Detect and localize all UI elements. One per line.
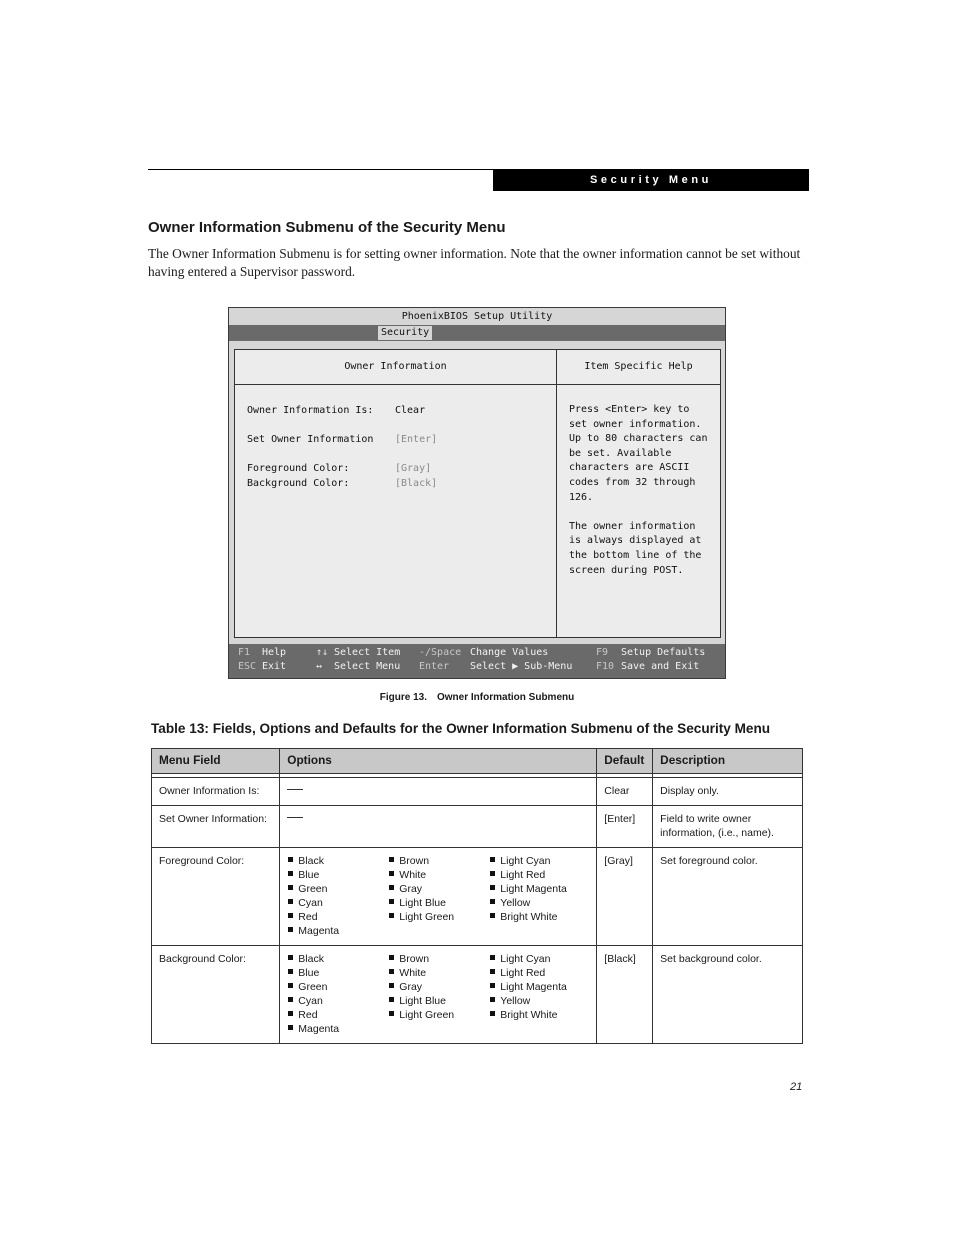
- cell-options: [280, 946, 597, 1044]
- bios-footer: [229, 644, 725, 678]
- option-item: Bright White: [489, 910, 589, 924]
- option-item: Brown: [388, 952, 489, 966]
- field-label-owner-info-is: Owner Information Is:: [247, 405, 374, 416]
- help-line: The owner information: [569, 520, 696, 532]
- option-item: Bright White: [489, 1008, 589, 1022]
- table-row: [152, 848, 803, 946]
- table-title: Table 13: Fields, Options and Defaults for the Owner Information Submenu of the Security Menu: [151, 721, 771, 736]
- option-item: Light Blue: [388, 896, 489, 910]
- cell-options: [280, 778, 597, 806]
- em-dash: [287, 817, 303, 818]
- key-f9: F9: [596, 647, 609, 658]
- help-line-blank: [569, 505, 707, 520]
- bios-title: PhoenixBIOS Setup Utility: [401, 311, 553, 322]
- header-menu-field: Menu Field: [152, 749, 280, 774]
- cell-options: [280, 806, 597, 848]
- cell-field: Background Color:: [152, 946, 280, 1044]
- bios-main-panel: [234, 349, 557, 638]
- option-item: Cyan: [287, 896, 388, 910]
- field-value-background-color[interactable]: [Black]: [395, 478, 438, 489]
- page-number: 21: [790, 1081, 803, 1093]
- key-f1-label: Help: [262, 647, 287, 658]
- help-line: codes from 32 through: [569, 476, 696, 488]
- figure-caption-text: Owner Information Submenu: [437, 692, 575, 703]
- cell-options: [280, 848, 597, 946]
- key-esc-label: Exit: [262, 661, 287, 672]
- option-item: Black: [287, 854, 388, 868]
- option-column: [388, 952, 489, 1036]
- key-select-item-label: Select Item: [334, 647, 401, 658]
- figure-number: Figure 13.: [379, 692, 427, 703]
- option-item: Green: [287, 980, 388, 994]
- cell-description: Field to write owner information, (i.e., name).: [653, 806, 803, 848]
- table-row: [152, 806, 803, 848]
- option-column: [489, 952, 589, 1036]
- arrow-leftright-icon: ↔: [316, 661, 323, 672]
- option-item: Black: [287, 952, 388, 966]
- option-item: Red: [287, 910, 388, 924]
- cell-default: [Black]: [597, 946, 653, 1044]
- option-item: Yellow: [489, 896, 589, 910]
- cell-description: Display only.: [653, 778, 803, 806]
- key-esc: ESC: [238, 661, 257, 672]
- help-line: screen during POST.: [569, 564, 684, 576]
- option-item: Light Magenta: [489, 882, 589, 896]
- option-item: Light Cyan: [489, 854, 589, 868]
- table-row: [152, 946, 803, 1044]
- option-item: Light Red: [489, 868, 589, 882]
- cell-field: Foreground Color:: [152, 848, 280, 946]
- cell-field: Set Owner Information:: [152, 806, 280, 848]
- option-item: Magenta: [287, 924, 388, 938]
- arrow-updown-icon: ↑↓: [316, 647, 329, 658]
- bios-help-header: Item Specific Help: [557, 350, 720, 385]
- figure-caption: [0, 692, 954, 703]
- option-item: Brown: [388, 854, 489, 868]
- option-column: [388, 854, 489, 938]
- field-value-set-owner-info[interactable]: [Enter]: [395, 434, 438, 445]
- section-tab: Security Menu: [493, 169, 809, 191]
- option-item: Cyan: [287, 994, 388, 1008]
- key-enter: Enter: [419, 661, 450, 672]
- table-header-row: [152, 749, 803, 774]
- option-item: Gray: [388, 980, 489, 994]
- cell-field: Owner Information Is:: [152, 778, 280, 806]
- intro-paragraph: The Owner Information Submenu is for setting owner information. Note that the owner information cannot be set without having entered a Supervisor password.: [148, 246, 801, 279]
- option-column: [287, 854, 388, 938]
- cell-default: Clear: [597, 778, 653, 806]
- header-default: Default: [597, 749, 653, 774]
- help-line: Press <Enter> key to: [569, 404, 690, 415]
- help-line: 126.: [569, 491, 594, 503]
- bios-menubar: [229, 325, 725, 341]
- option-item: Light Magenta: [489, 980, 589, 994]
- option-item: Gray: [388, 882, 489, 896]
- options-table: [151, 748, 803, 1044]
- key-f9-label: Setup Defaults: [621, 647, 706, 658]
- cell-description: Set background color.: [653, 946, 803, 1044]
- header-rule: [148, 169, 493, 170]
- option-item: White: [388, 868, 489, 882]
- option-item: Light Green: [388, 1008, 489, 1022]
- page-heading: Owner Information Submenu of the Security Menu: [148, 219, 506, 236]
- option-item: Red: [287, 1008, 388, 1022]
- option-item: Light Blue: [388, 994, 489, 1008]
- option-item: Light Cyan: [489, 952, 589, 966]
- bios-main-header: Owner Information: [235, 350, 556, 385]
- option-item: Yellow: [489, 994, 589, 1008]
- cell-default: [Enter]: [597, 806, 653, 848]
- option-item: Light Red: [489, 966, 589, 980]
- help-line: the bottom line of the: [569, 549, 702, 561]
- em-dash: [287, 789, 303, 790]
- key-submenu-label: Select ▶ Sub-Menu: [470, 661, 573, 672]
- option-item: Blue: [287, 868, 388, 882]
- field-label-background-color[interactable]: Background Color:: [247, 478, 350, 489]
- help-line: is always displayed at: [569, 535, 702, 547]
- bios-help-panel: [556, 349, 721, 638]
- bios-tab-security[interactable]: Security: [378, 326, 432, 340]
- table-row: [152, 778, 803, 806]
- key-f10: F10: [596, 661, 615, 672]
- field-label-set-owner-info[interactable]: Set Owner Information: [247, 434, 374, 445]
- option-column: [287, 952, 388, 1036]
- bios-help-text: [569, 403, 707, 578]
- field-label-foreground-color[interactable]: Foreground Color:: [247, 463, 350, 474]
- key-space: -/Space: [419, 647, 462, 658]
- option-item: Blue: [287, 966, 388, 980]
- option-item: White: [388, 966, 489, 980]
- option-column: [489, 854, 589, 938]
- help-line: set owner information.: [569, 418, 702, 430]
- option-item: Light Green: [388, 910, 489, 924]
- field-value-foreground-color[interactable]: [Gray]: [395, 463, 432, 474]
- help-line: Up to 80 characters can: [569, 433, 708, 445]
- key-change-values-label: Change Values: [470, 647, 549, 658]
- field-value-owner-info-is: Clear: [395, 405, 426, 416]
- help-line: characters are ASCII: [569, 462, 690, 474]
- key-select-menu-label: Select Menu: [334, 661, 401, 672]
- bios-screenshot: [228, 307, 726, 679]
- cell-description: Set foreground color.: [653, 848, 803, 946]
- help-line: be set. Available: [569, 447, 672, 459]
- key-f1: F1: [238, 647, 251, 658]
- header-options: Options: [280, 749, 597, 774]
- header-description: Description: [653, 749, 803, 774]
- option-item: Green: [287, 882, 388, 896]
- cell-default: [Gray]: [597, 848, 653, 946]
- option-item: Magenta: [287, 1022, 388, 1036]
- key-f10-label: Save and Exit: [621, 661, 700, 672]
